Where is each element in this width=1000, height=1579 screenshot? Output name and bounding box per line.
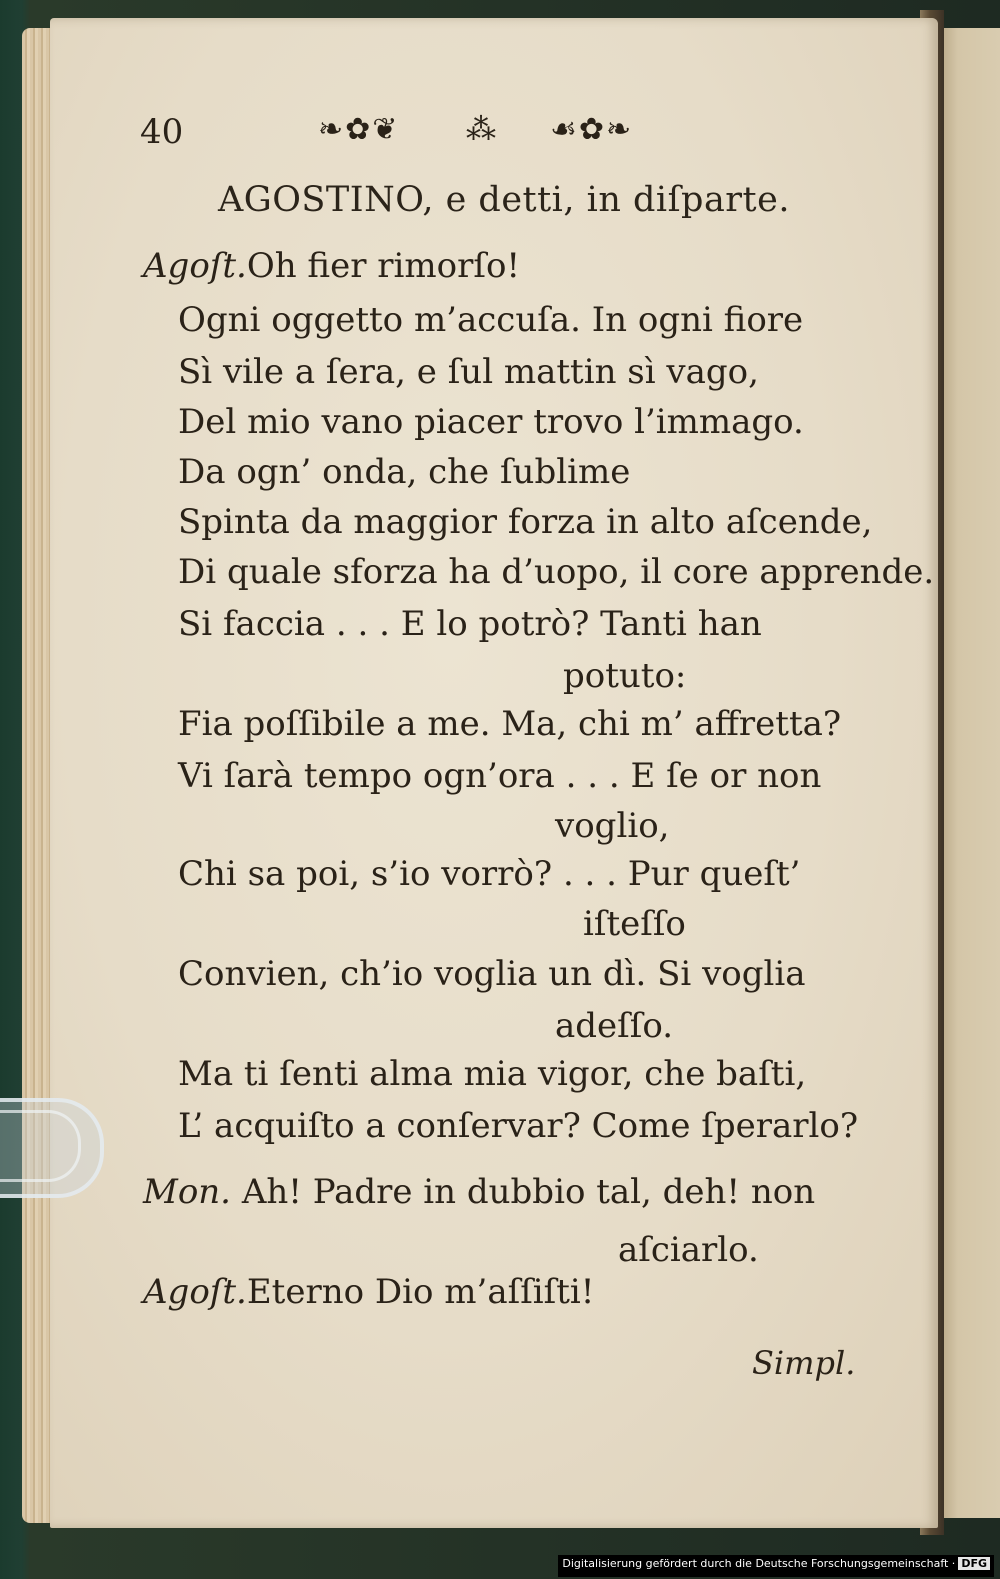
page-clip-inner	[0, 1110, 81, 1182]
footer-text: Digitalisierung gefördert durch die Deutsche Forschungsgemeinschaft ·	[562, 1557, 956, 1570]
speaker-label: Agoſt.	[143, 1272, 247, 1312]
scene-heading: AGOSTINO, e detti, in diſparte.	[218, 180, 790, 220]
ornament-crown-icon: ⁂	[466, 112, 498, 147]
verse-line	[143, 1172, 815, 1212]
dfg-logo: DFG	[958, 1557, 990, 1570]
verse-line: Convien, ch’io voglia un dì. Si voglia	[178, 954, 806, 994]
verse-line-runover: potuto:	[563, 656, 687, 696]
verse-line: L’ acquiſto a conſervar? Come ſperarlo?	[178, 1106, 859, 1146]
verse-line: Ma ti ſenti alma mia vigor, che baſti,	[178, 1054, 807, 1094]
catchword: Simpl.	[752, 1344, 856, 1382]
verse-line	[143, 246, 520, 286]
digitization-footer	[558, 1555, 994, 1577]
verse-text: Ah! Padre in dubbio tal, deh! non	[241, 1172, 816, 1212]
page-number: 40	[140, 112, 184, 152]
verse-line	[143, 1272, 594, 1312]
verse-line-runover: adeſſo.	[555, 1006, 674, 1046]
ornament-right-icon: ☙✿❧	[550, 112, 634, 147]
verse-line: Chi sa poi, s’io vorrò? . . . Pur queſt’	[178, 854, 801, 894]
verse-line: Sì vile a ſera, e ſul mattin sì vago,	[178, 352, 759, 392]
verse-line-runover: voglio,	[555, 806, 670, 846]
verse-line: Del mio vano piacer trovo l’immago.	[178, 402, 804, 442]
facing-page-edge	[940, 28, 1000, 1518]
verse-line-runover: aſciarlo.	[618, 1230, 759, 1270]
verse-line: Si faccia . . . E lo potrò? Tanti han	[178, 604, 762, 644]
verse-line-runover: iſteſſo	[583, 904, 686, 944]
speaker-label: Agoſt.	[143, 246, 247, 286]
speaker-label: Mon.	[143, 1172, 231, 1212]
verse-line: Ogni oggetto m’accuſa. In ogni fiore	[178, 300, 804, 340]
verse-line: Vi ſarà tempo ogn’ora . . . E ſe or non	[178, 756, 822, 796]
verse-line: Fia poſſibile a me. Ma, chi m’ affretta?	[178, 704, 842, 744]
ornament-left-icon: ❧✿❦	[318, 112, 400, 147]
verse-text: Eterno Dio m’aſſiſti!	[246, 1272, 595, 1312]
verse-text: Oh fier rimorſo!	[246, 246, 521, 286]
verse-line: Spinta da maggior forza in alto aſcende,	[178, 502, 873, 542]
verse-line: Da ogn’ onda, che ſublime	[178, 452, 631, 492]
verse-line: Di quale sforza ha d’uopo, il core apprende.	[178, 552, 935, 592]
